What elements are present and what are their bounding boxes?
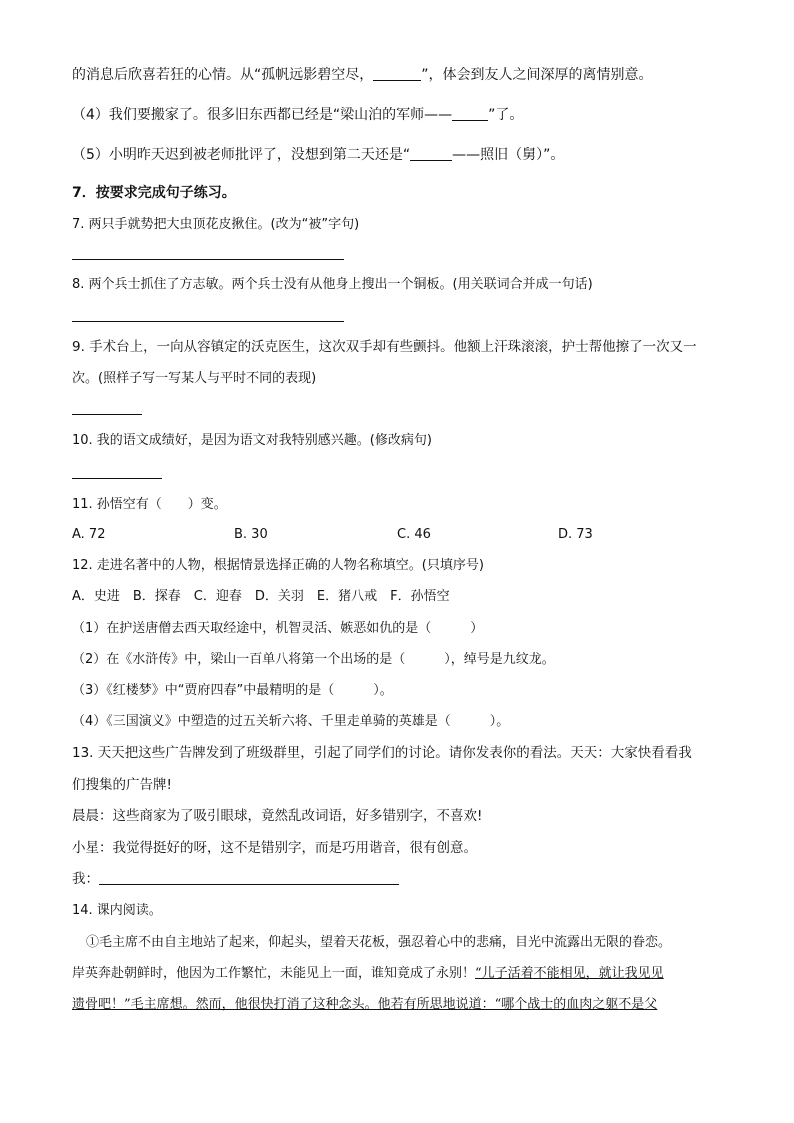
- answer-blank[interactable]: [99, 870, 399, 885]
- question-13-line-1: 13. 天天把这些广告牌发到了班级群里，引起了同学们的讨论。请你发表你的看法。天天：大家快看看我: [72, 745, 692, 761]
- fill-item-4-text-b: ”了。: [488, 107, 524, 123]
- passage-line-2: [72, 965, 664, 983]
- fill-item-5-text-b: ——照旧（舅）”。: [452, 147, 565, 163]
- option-b[interactable]: B. 30: [234, 527, 268, 542]
- question-11: 11. 孙悟空有（ ）变。: [72, 497, 227, 512]
- question-13-chenchen: 晨晨：这些商家为了吸引眼球，竟然乱改词语，好多错别字，不喜欢!: [72, 808, 483, 824]
- passage-text: 岸英奔赴朝鲜时，他因为工作繁忙，未能见上一面，谁知竟成了永别！: [72, 966, 476, 981]
- question-13-me: [72, 870, 399, 888]
- question-13-me-label: 我：: [72, 871, 99, 887]
- option-a[interactable]: A. 72: [72, 527, 106, 542]
- question-9-line-1: 9. 手术台上，一向从容镇定的沃克医生，这次双手却有些颤抖。他额上汗珠滚滚，护士帮他擦了一次又一: [72, 339, 697, 355]
- passage-line-1: ①毛主席不由自主地站了起来，仰起头，望着天花板，强忍着心中的悲痛，目光中流露出无限的眷恋。: [86, 935, 672, 950]
- answer-blank[interactable]: [410, 146, 452, 161]
- question-9-line-2: 次。(照样子写一写某人与平时不同的表现): [72, 371, 317, 386]
- question-12: 12. 走进名著中的人物，根据情景选择正确的人物名称填空。(只填序号): [72, 558, 484, 573]
- underlined-quote: “儿子活着不能相见，就让我见见: [475, 966, 664, 981]
- passage-line-3: [72, 996, 657, 1014]
- question-12-item-1: （1）在护送唐僧去西天取经途中，机智灵活、嫉恶如仇的是（ ）: [72, 621, 484, 636]
- underlined-quote: 遗骨吧！”: [72, 997, 131, 1012]
- question-12-item-4: （4）《三国演义》中塑造的过五关斩六将、千里走单骑的英雄是（ ）。: [72, 714, 510, 729]
- fill-item-5-text-a: （5）小明昨天迟到被老师批评了，没想到第二天还是“: [72, 147, 411, 163]
- section-heading-7: 7．按要求完成句子练习。: [72, 185, 236, 201]
- question-14: 14. 课内阅读。: [72, 903, 162, 918]
- question-7: 7. 两只手就势把大虫顶花皮揪住。(改为“被”字句): [72, 217, 360, 232]
- question-10: 10. 我的语文成绩好，是因为语文对我特别感兴趣。(修改病句): [72, 433, 432, 448]
- fill-item-5: [72, 146, 564, 164]
- question-8: 8. 两个兵士抓住了方志敏。两个兵士没有从他身上搜出一个铜板。(用关联词合并成一句话): [72, 277, 593, 292]
- answer-line-8[interactable]: [72, 321, 344, 322]
- fill-item-3-text-a: 的消息后欣喜若狂的心情。从“孤帆远影碧空尽，: [72, 67, 374, 83]
- option-c[interactable]: C. 46: [397, 527, 431, 542]
- fill-item-3-continued: [72, 66, 653, 84]
- answer-blank[interactable]: [373, 66, 421, 81]
- question-13-line-2: 们搜集的广告牌!: [72, 777, 172, 793]
- question-12-options: A．史进 B．探春 C．迎春 D．关羽 E．猪八戒 F．孙悟空: [72, 589, 450, 604]
- option-d[interactable]: D. 73: [558, 527, 593, 542]
- answer-line-10[interactable]: [72, 478, 162, 479]
- question-12-item-3: （3）《红楼梦》中“贾府四春”中最精明的是（ ）。: [72, 683, 393, 698]
- answer-line-9[interactable]: [72, 414, 142, 415]
- fill-item-4: [72, 106, 523, 124]
- question-13-xiaoxing: 小星：我觉得挺好的呀，这不是错别字，而是巧用谐音，很有创意。: [72, 840, 477, 856]
- fill-item-3-text-b: ”，体会到友人之间深厚的离情别意。: [421, 67, 653, 83]
- underlined-text: 毛主席想。然而，他很快打消了这种念头。他若有所思地说道：“哪个战士的血肉之躯不是父: [130, 997, 658, 1012]
- question-12-item-2: （2）在《水浒传》中，梁山一百单八将第一个出场的是（ ），绰号是九纹龙。: [72, 652, 555, 667]
- answer-blank[interactable]: [452, 106, 488, 121]
- answer-line-7[interactable]: [72, 259, 344, 260]
- fill-item-4-text-a: （4）我们要搬家了。很多旧东西都已经是“梁山泊的军师——: [72, 107, 453, 123]
